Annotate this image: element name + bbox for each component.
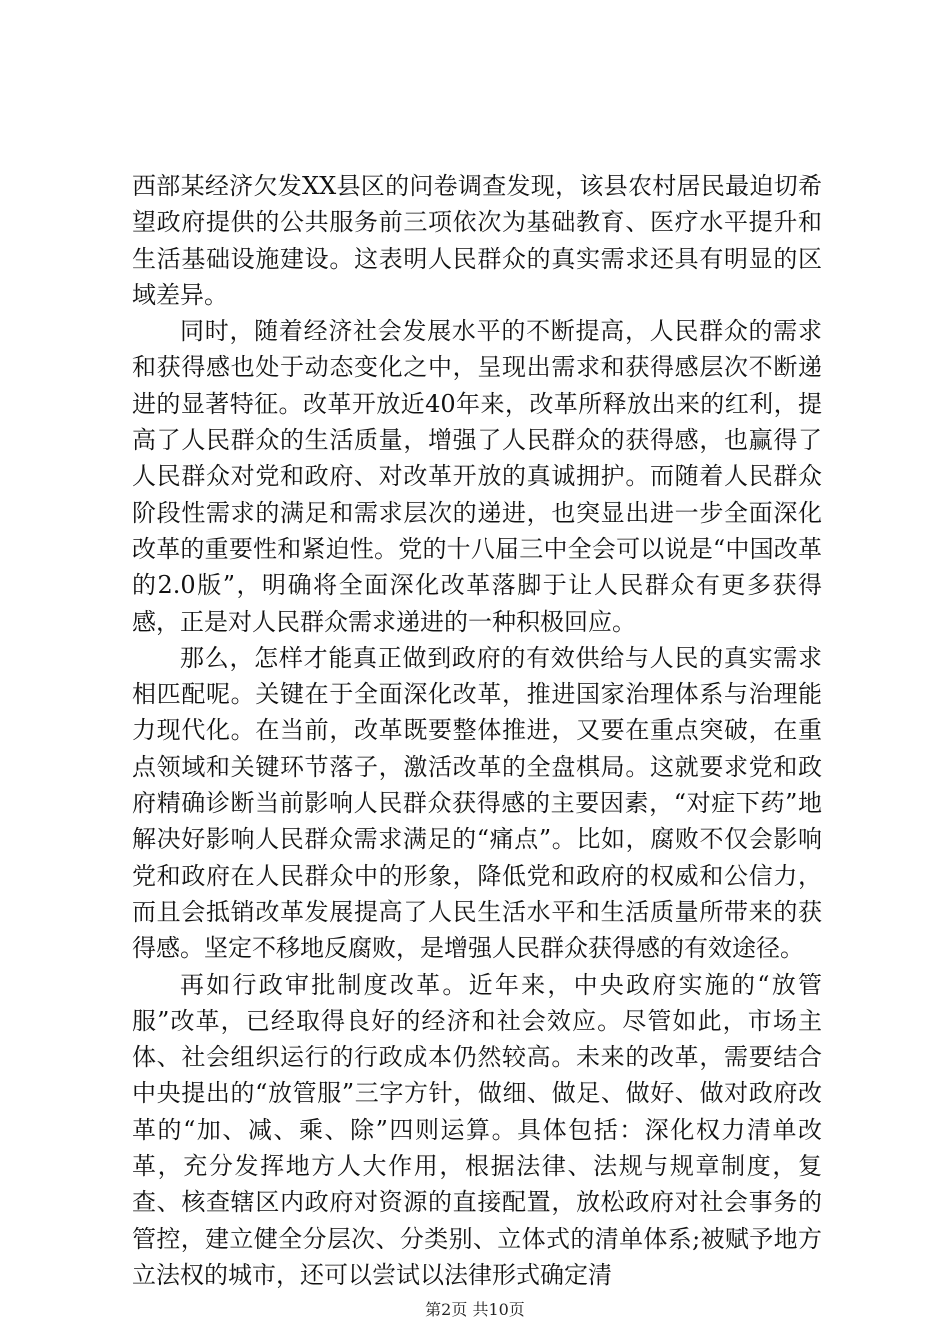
paragraph-4: 再如行政审批制度改革。近年来，中央政府实施的“放管服”改革，已经取得良好的经济和社会效应。尽管如此，市场主体、社会组织运行的行政成本仍然较高。未来的改革，需要结合中央提出的“放管服”三字方针，做细、做足、做好、做对政府改革的“加、减、乘、除”四则运算。具体包括：深化权力清单改革，充分发挥地方人大作用，根据法律、法规与规章制度，复查、核查辖区内政府对资源的直接配置，放松政府对社会事务的管控，建立健全分层次、分类别、立体式的清单体系;被赋予地方立法权的城市，还可以尝试以法律形式确定清 <box>132 970 822 1289</box>
paragraph-2: 同时，随着经济社会发展水平的不断提高，人民群众的需求和获得感也处于动态变化之中，呈现出需求和获得感层次不断递进的显著特征。改革开放近40年来，改革所释放出来的红利，提高了人民群众的生活质量，增强了人民群众的获得感，也赢得了人民群众对党和政府、对改革开放的真诚拥护。而随着人民群众阶段性需求的满足和需求层次的递进，也突显出进一步全面深化改革的重要性和紧迫性。党的十八届三中全会可以说是“中国改革的2.0版”，明确将全面深化改革落脚于让人民群众有更多获得感，正是对人民群众需求递进的一种积极回应。 <box>132 317 822 636</box>
page-footer: 第2页 共10页 <box>425 1300 525 1319</box>
paragraph-1: 西部某经济欠发XX县区的问卷调查发现，该县农村居民最迫切希望政府提供的公共服务前三项依次为基础教育、医疗水平提升和生活基础设施建设。这表明人民群众的真实需求还具有明显的区域差异。 <box>132 172 822 309</box>
paragraph-3: 那么，怎样才能真正做到政府的有效供给与人民的真实需求相匹配呢。关键在于全面深化改革，推进国家治理体系与治理能力现代化。在当前，改革既要整体推进，又要在重点突破，在重点领域和关键环节落子，激活改革的全盘棋局。这就要求党和政府精确诊断当前影响人民群众获得感的主要因素，“对症下药”地解决好影响人民群众需求满足的“痛点”。比如，腐败不仅会影响党和政府在人民群众中的形象，降低党和政府的权威和公信力，而且会抵销改革发展提高了人民生活水平和生活质量所带来的获得感。坚定不移地反腐败，是增强人民群众获得感的有效途径。 <box>132 643 822 963</box>
body-text <box>132 168 822 1293</box>
